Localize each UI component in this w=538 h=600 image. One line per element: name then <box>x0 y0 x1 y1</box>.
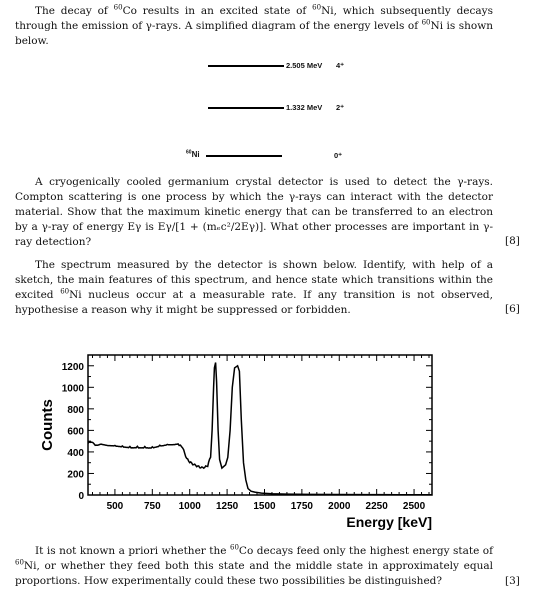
x-tick-label: 1500 <box>253 501 276 512</box>
marks-label: [8] <box>505 235 520 247</box>
y-tick-label: 0 <box>78 491 84 502</box>
level-spin-label: 2⁺ <box>336 103 345 112</box>
level-energy-label: 1.332 MeV <box>286 103 323 112</box>
compton-paragraph: A cryogenically cooled germanium crystal detector is used to detect the γ-rays. Compton scattering is one process by which the γ-rays can interact with the detector material. Show that the maximum kinetic energy that can be transferred to an electron by a γ-ray of energy Eγ is Eγ/[1 + (mₑc²/2Eγ)]. What other processes are important in γ-ray detection? <box>15 176 493 248</box>
x-tick-label: 1750 <box>290 501 314 512</box>
spectrum-paragraph: The spectrum measured by the detector is shown below. Identify, with help of a sketch, the main features of this spectrum, and hence state which transitions within the excited $^{60}$Ni nucleus occur at a measurable rate. If any transition is not observed, hypothesise a reason why it might be suppressed or forbidden. <box>15 259 493 316</box>
y-tick-label: 200 <box>67 469 84 481</box>
y-tick-label: 800 <box>67 404 84 416</box>
x-tick-label: 1250 <box>215 501 239 512</box>
x-tick-label: 2000 <box>328 501 351 512</box>
y-tick-label: 1000 <box>61 383 84 395</box>
ground-nucleus-label: $^{60}$Ni <box>186 149 200 159</box>
gamma-spectrum-chart <box>0 335 538 535</box>
y-tick-label: 600 <box>67 426 84 438</box>
feeding-paragraph: It is not known a priori whether the $^{60}$Co decays feed only the highest energy state of $^{60}$Ni, or whether they feed both this state and the middle state in approximately equal proportions. How experimentally could these two possibilities be distinguished? <box>15 543 493 587</box>
x-tick-label: 500 <box>106 501 124 512</box>
x-tick-label: 2500 <box>402 501 426 512</box>
x-tick-label: 750 <box>143 501 161 512</box>
level-line-2plus <box>208 107 284 109</box>
x-axis-label: Energy [keV] <box>346 514 432 530</box>
y-axis-label: Counts <box>39 399 56 451</box>
y-tick-label: 400 <box>67 447 84 459</box>
x-tick-label: 2250 <box>365 501 388 512</box>
spectrum-line <box>88 363 432 495</box>
marks-label: [3] <box>505 575 520 587</box>
intro-paragraph: The decay of $^{60}$Co results in an excited state of $^{60}$Ni, which subsequently decays through the emission of γ-rays. A simplified diagram of the energy levels of $^{60}$Ni is shown below. <box>15 3 493 47</box>
level-spin-label: 0⁺ <box>334 151 343 160</box>
level-spin-label: 4⁺ <box>336 61 345 70</box>
marks-label: [6] <box>505 303 520 315</box>
y-tick-label: 1200 <box>61 361 84 373</box>
level-line-4plus <box>208 65 284 67</box>
level-line-ground <box>206 155 282 157</box>
x-tick-label: 1000 <box>178 501 201 512</box>
level-energy-label: 2.505 MeV <box>286 61 323 70</box>
plot-frame <box>88 355 432 495</box>
